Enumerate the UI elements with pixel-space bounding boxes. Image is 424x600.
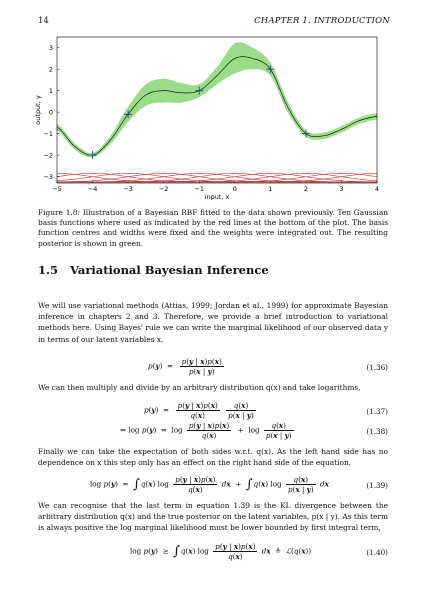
x-tick-label: −2 bbox=[158, 185, 169, 193]
section-number: 1.5 bbox=[38, 263, 59, 277]
paragraph-2: We can then multiply and divide by an arbitrary distribution q(x) and take logarithms, bbox=[38, 383, 361, 392]
y-tick-label: 3 bbox=[48, 43, 53, 52]
equation-number: (1.40) bbox=[366, 548, 388, 557]
basis-function-curve bbox=[57, 173, 377, 182]
confidence-band bbox=[57, 42, 377, 157]
y-tick-label: −3 bbox=[43, 172, 53, 181]
y-tick-label: 2 bbox=[48, 65, 53, 74]
equation-number: (1.36) bbox=[366, 363, 388, 372]
equation-number: (1.39) bbox=[366, 481, 388, 490]
page-number: 14 bbox=[38, 16, 49, 26]
x-tick-label: −3 bbox=[123, 185, 133, 193]
x-axis-label: input, x bbox=[204, 193, 230, 200]
x-tick-label: −1 bbox=[194, 185, 205, 193]
x-tick-label: 0 bbox=[232, 185, 237, 193]
x-tick-label: 3 bbox=[339, 185, 344, 193]
y-tick-label: 1 bbox=[48, 86, 53, 95]
chapter-header: CHAPTER 1. INTRODUCTION bbox=[254, 16, 390, 26]
section-heading bbox=[38, 263, 269, 277]
x-tick-label: 1 bbox=[268, 185, 273, 193]
x-tick-label: −5 bbox=[52, 185, 62, 193]
equation-number: (1.38) bbox=[366, 427, 388, 436]
y-tick-label: −2 bbox=[43, 151, 53, 160]
y-axis-label: output, y bbox=[34, 95, 42, 125]
section-title: Variational Bayesian Inference bbox=[70, 263, 269, 277]
paragraph-4: We can recognise that the last term in equation 1.39 is the KL divergence between the arbitrary distribution q(x) and the true posterior on the latent variables, p(x | y). As this term is always positive the log marginal likelihood must be lower bounded by first integral term, bbox=[38, 501, 388, 533]
y-tick-label: −1 bbox=[43, 129, 53, 138]
y-tick-label: 0 bbox=[48, 108, 53, 117]
figure-caption: Figure 1.8: Illustration of a Bayesian RBF fitted to the data shown previously. Ten Gaussian basis functions where used as indicated by the red lines at the bottom of the plot. The basis function centres and widths were fixed and the weights were integrated out. The resulting posterior is shown in green. bbox=[38, 208, 388, 248]
plot-area bbox=[34, 37, 379, 200]
paragraph-3: Finally we can take the expectation of both sides w.r.t. q(x). As the left hand side has no dependence on x this step only has an effect on the right hand side of the equation, bbox=[38, 447, 388, 468]
figure-chart bbox=[0, 0, 424, 200]
equation-number: (1.37) bbox=[366, 407, 388, 416]
axes-box bbox=[57, 37, 377, 183]
x-tick-label: 4 bbox=[374, 185, 380, 193]
x-tick-label: 2 bbox=[303, 185, 308, 193]
x-tick-label: −4 bbox=[87, 185, 98, 193]
paragraph-1: We will use variational methods (Attias, 1999; Jordan et al., 1999) for approximate Bayesian inference in chapters 2 and 3. Therefore, we provide a brief introduction to variational methods here. Using Bayes' rule we can write the marginal likelihood of our observed data y in terms of our latent variables x, bbox=[38, 301, 388, 344]
